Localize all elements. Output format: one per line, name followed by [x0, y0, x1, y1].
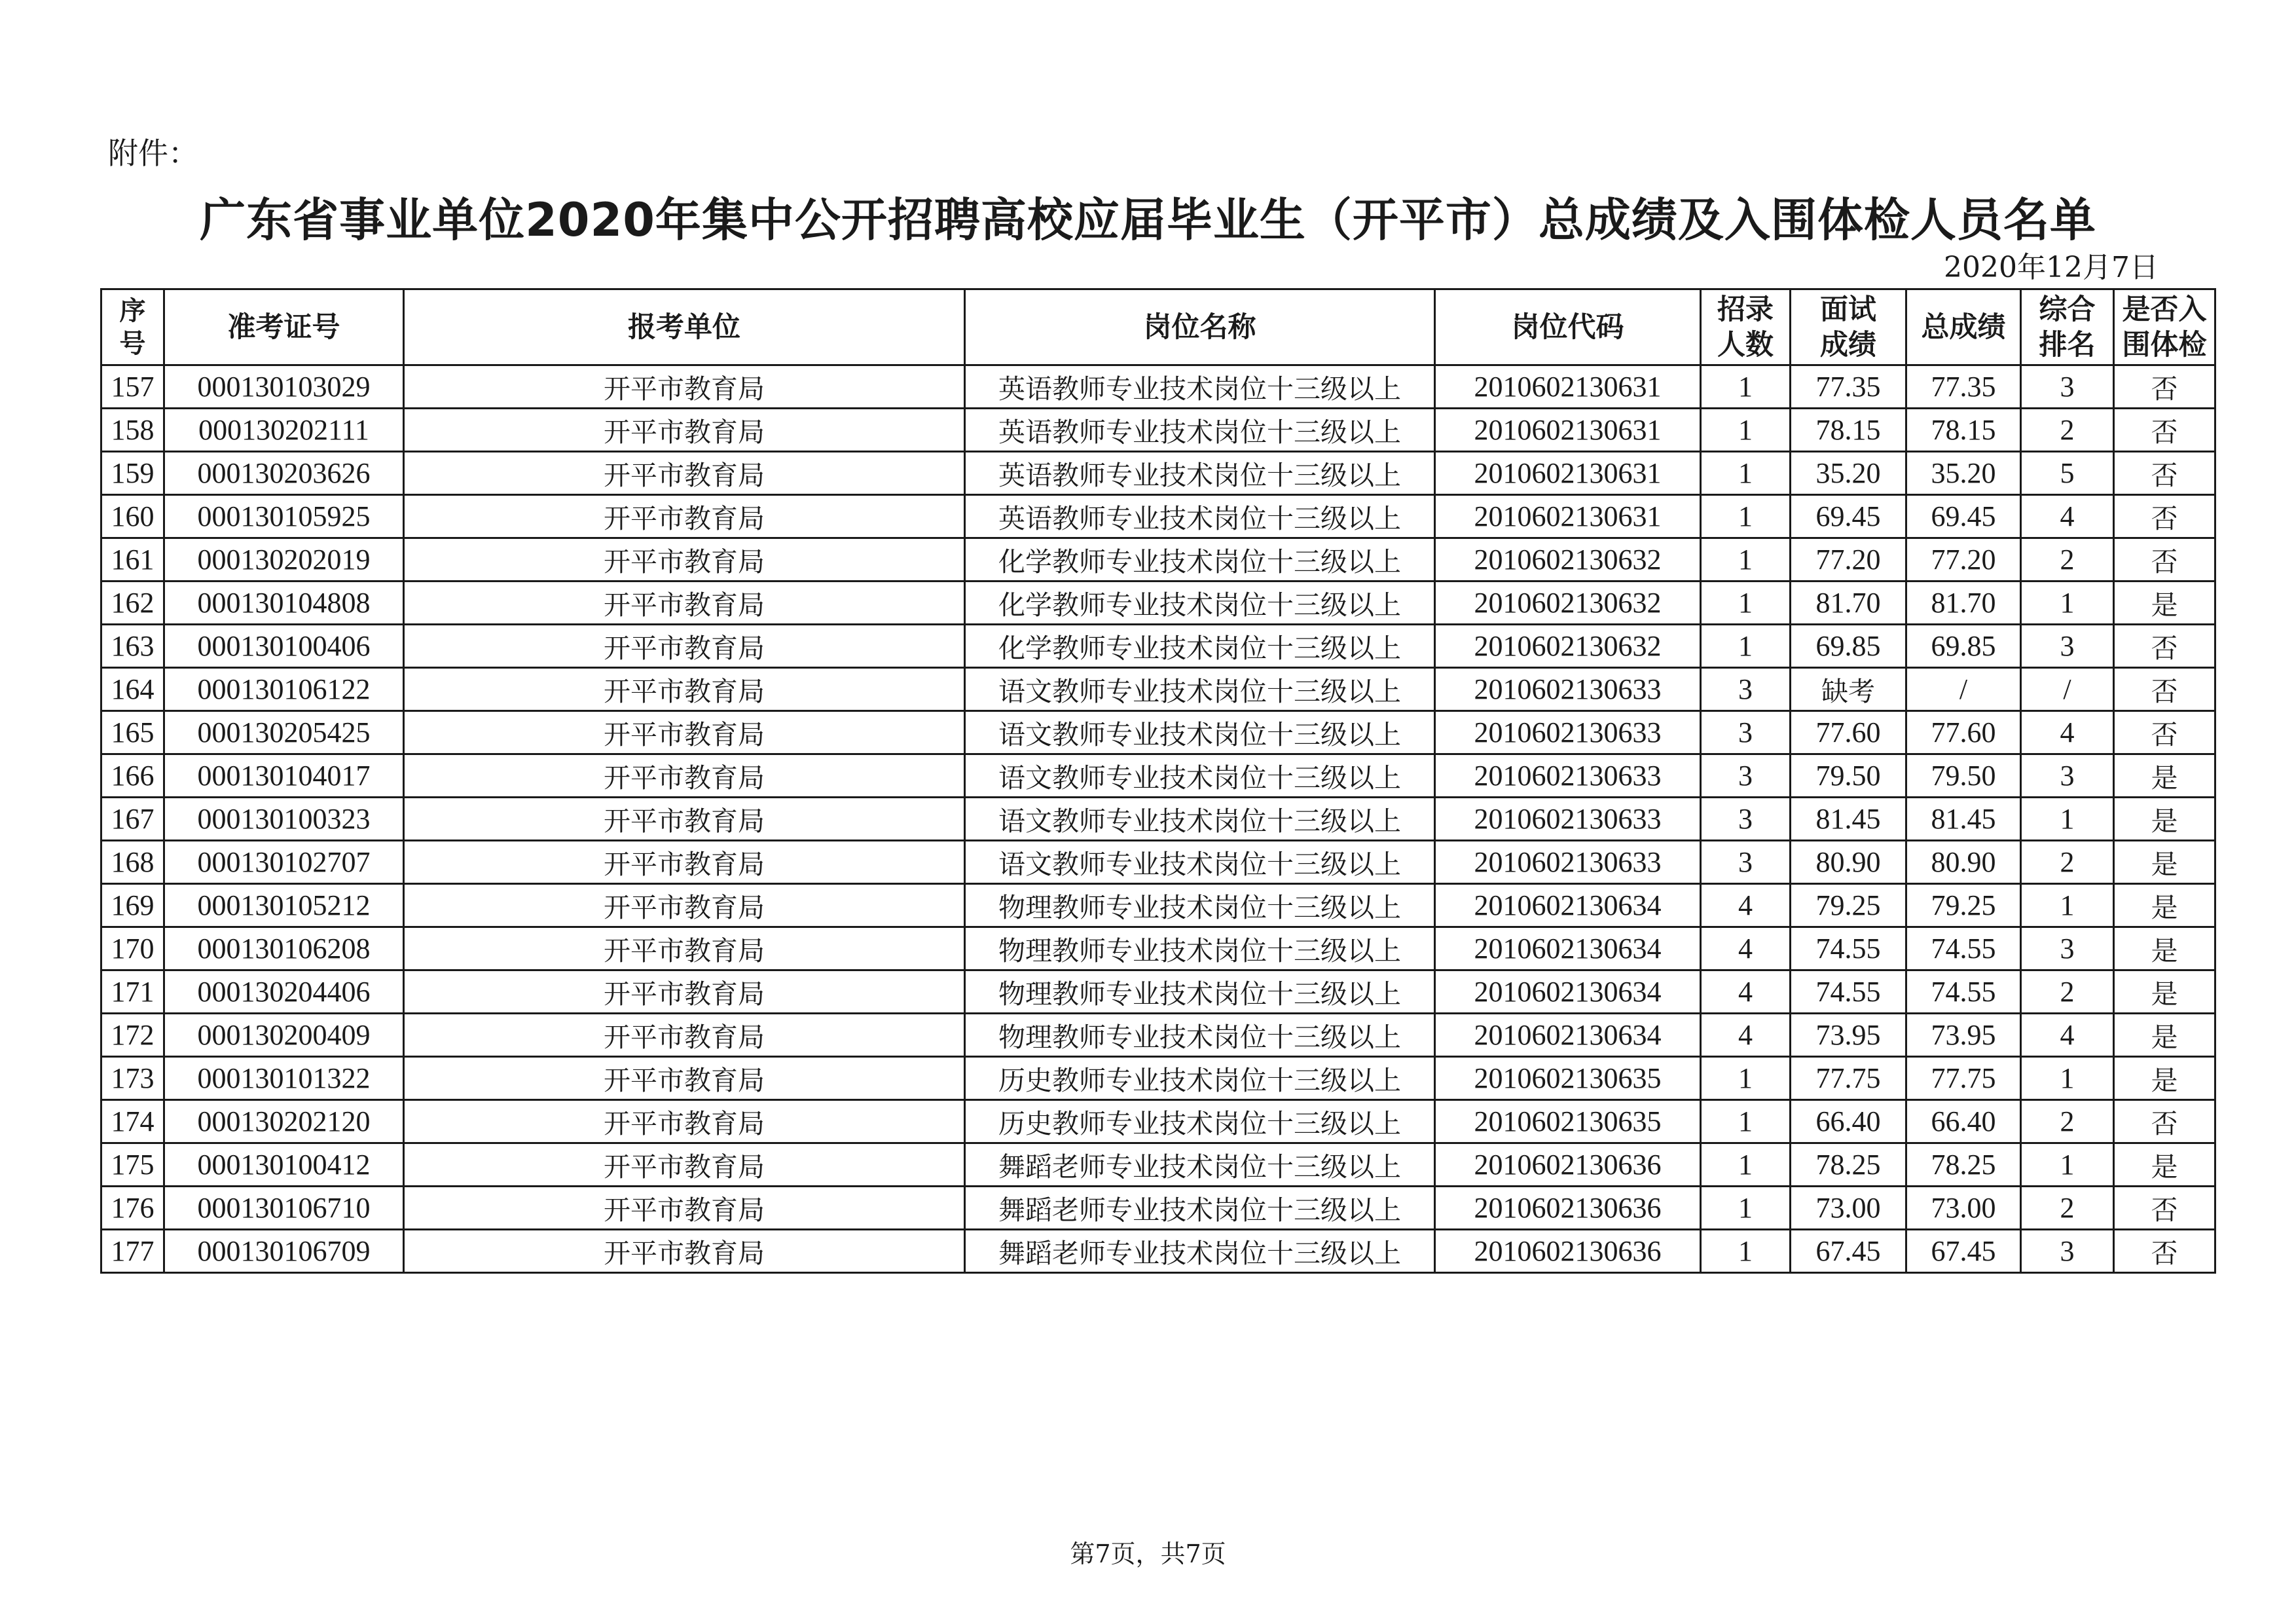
cell-interview-score: 缺考 — [1791, 668, 1906, 711]
header-position-name: 岗位名称 — [965, 289, 1435, 365]
table-row — [101, 1143, 2215, 1187]
cell-quota: 1 — [1701, 452, 1791, 495]
cell-quota: 3 — [1701, 668, 1791, 711]
cell-position-name: 物理教师专业技术岗位十三级以上 — [965, 884, 1435, 927]
cell-interview-score: 77.20 — [1791, 538, 1906, 581]
cell-position-code: 2010602130633 — [1435, 841, 1701, 884]
cell-physical-exam: 否 — [2114, 668, 2215, 711]
cell-quota: 4 — [1701, 927, 1791, 970]
cell-exam-number: 000130100412 — [164, 1143, 404, 1187]
cell-interview-score: 77.75 — [1791, 1057, 1906, 1100]
cell-interview-score: 74.55 — [1791, 970, 1906, 1014]
cell-index: 173 — [101, 1057, 164, 1100]
cell-position-name: 物理教师专业技术岗位十三级以上 — [965, 970, 1435, 1014]
cell-physical-exam: 否 — [2114, 495, 2215, 538]
cell-index: 161 — [101, 538, 164, 581]
cell-unit: 开平市教育局 — [404, 841, 965, 884]
cell-unit: 开平市教育局 — [404, 1100, 965, 1143]
cell-exam-number: 000130202019 — [164, 538, 404, 581]
cell-rank: 2 — [2021, 970, 2114, 1014]
cell-physical-exam: 是 — [2114, 1057, 2215, 1100]
cell-interview-score: 66.40 — [1791, 1100, 1906, 1143]
cell-interview-score: 67.45 — [1791, 1230, 1906, 1273]
cell-exam-number: 000130106122 — [164, 668, 404, 711]
cell-total-score: 77.75 — [1906, 1057, 2021, 1100]
table-row — [101, 711, 2215, 754]
cell-quota: 1 — [1701, 1143, 1791, 1187]
cell-rank: 2 — [2021, 1187, 2114, 1230]
table-row — [101, 970, 2215, 1014]
cell-total-score: 67.45 — [1906, 1230, 2021, 1273]
table-row — [101, 1100, 2215, 1143]
cell-rank: 3 — [2021, 365, 2114, 409]
cell-position-code: 2010602130631 — [1435, 365, 1701, 409]
table-row — [101, 841, 2215, 884]
cell-exam-number: 000130204406 — [164, 970, 404, 1014]
cell-position-name: 化学教师专业技术岗位十三级以上 — [965, 625, 1435, 668]
cell-physical-exam: 否 — [2114, 452, 2215, 495]
cell-quota: 4 — [1701, 1014, 1791, 1057]
cell-exam-number: 000130104808 — [164, 581, 404, 625]
cell-unit: 开平市教育局 — [404, 884, 965, 927]
cell-position-name: 语文教师专业技术岗位十三级以上 — [965, 711, 1435, 754]
cell-index: 165 — [101, 711, 164, 754]
cell-position-name: 语文教师专业技术岗位十三级以上 — [965, 798, 1435, 841]
cell-position-name: 英语教师专业技术岗位十三级以上 — [965, 452, 1435, 495]
cell-total-score: 79.50 — [1906, 754, 2021, 798]
cell-index: 175 — [101, 1143, 164, 1187]
cell-total-score: 69.45 — [1906, 495, 2021, 538]
cell-position-code: 2010602130635 — [1435, 1100, 1701, 1143]
cell-exam-number: 000130105925 — [164, 495, 404, 538]
cell-rank: 1 — [2021, 1057, 2114, 1100]
cell-index: 157 — [101, 365, 164, 409]
cell-position-code: 2010602130634 — [1435, 884, 1701, 927]
cell-physical-exam: 是 — [2114, 970, 2215, 1014]
table-row — [101, 365, 2215, 409]
cell-physical-exam: 否 — [2114, 409, 2215, 452]
cell-position-code: 2010602130636 — [1435, 1143, 1701, 1187]
cell-physical-exam: 是 — [2114, 754, 2215, 798]
cell-total-score: 73.00 — [1906, 1187, 2021, 1230]
cell-interview-score: 80.90 — [1791, 841, 1906, 884]
cell-quota: 1 — [1701, 409, 1791, 452]
cell-position-name: 舞蹈老师专业技术岗位十三级以上 — [965, 1230, 1435, 1273]
header-physical-exam — [2114, 289, 2215, 365]
cell-exam-number: 000130202120 — [164, 1100, 404, 1143]
cell-quota: 4 — [1701, 970, 1791, 1014]
cell-position-code: 2010602130636 — [1435, 1187, 1701, 1230]
cell-unit: 开平市教育局 — [404, 927, 965, 970]
cell-rank: 2 — [2021, 538, 2114, 581]
cell-exam-number: 000130104017 — [164, 754, 404, 798]
cell-index: 171 — [101, 970, 164, 1014]
cell-rank: 2 — [2021, 841, 2114, 884]
cell-exam-number: 000130203626 — [164, 452, 404, 495]
cell-index: 164 — [101, 668, 164, 711]
cell-position-code: 2010602130631 — [1435, 409, 1701, 452]
cell-rank: 4 — [2021, 495, 2114, 538]
cell-interview-score: 77.60 — [1791, 711, 1906, 754]
cell-quota: 1 — [1701, 538, 1791, 581]
cell-unit: 开平市教育局 — [404, 1230, 965, 1273]
cell-physical-exam: 是 — [2114, 884, 2215, 927]
cell-index: 169 — [101, 884, 164, 927]
table-row — [101, 754, 2215, 798]
cell-quota: 1 — [1701, 1187, 1791, 1230]
cell-unit: 开平市教育局 — [404, 1014, 965, 1057]
cell-physical-exam: 否 — [2114, 365, 2215, 409]
cell-interview-score: 74.55 — [1791, 927, 1906, 970]
page-title: 广东省事业单位2020年集中公开招聘高校应届毕业生（开平市）总成绩及入围体检人员名单 — [200, 193, 2096, 247]
cell-total-score: 77.60 — [1906, 711, 2021, 754]
cell-physical-exam: 否 — [2114, 538, 2215, 581]
cell-total-score: 35.20 — [1906, 452, 2021, 495]
cell-total-score: 81.45 — [1906, 798, 2021, 841]
cell-position-code: 2010602130633 — [1435, 711, 1701, 754]
cell-rank: 1 — [2021, 581, 2114, 625]
cell-index: 174 — [101, 1100, 164, 1143]
cell-unit: 开平市教育局 — [404, 754, 965, 798]
header-interview-score — [1791, 289, 1906, 365]
cell-physical-exam: 是 — [2114, 798, 2215, 841]
cell-position-name: 语文教师专业技术岗位十三级以上 — [965, 668, 1435, 711]
cell-unit: 开平市教育局 — [404, 625, 965, 668]
cell-position-name: 化学教师专业技术岗位十三级以上 — [965, 538, 1435, 581]
cell-exam-number: 000130202111 — [164, 409, 404, 452]
cell-physical-exam: 是 — [2114, 1143, 2215, 1187]
document-date: 2020年12月7日 — [1944, 251, 2159, 284]
cell-position-name: 舞蹈老师专业技术岗位十三级以上 — [965, 1187, 1435, 1230]
header-rank-label: 综合排名 — [2039, 293, 2096, 361]
table-row — [101, 495, 2215, 538]
cell-exam-number: 000130100323 — [164, 798, 404, 841]
cell-rank: 4 — [2021, 1014, 2114, 1057]
header-index-label: 序号 — [119, 295, 146, 359]
header-position-code: 岗位代码 — [1435, 289, 1701, 365]
cell-interview-score: 73.00 — [1791, 1187, 1906, 1230]
header-unit: 报考单位 — [404, 289, 965, 365]
header-interview-score-label: 面试成绩 — [1819, 293, 1876, 361]
cell-unit: 开平市教育局 — [404, 452, 965, 495]
table-row — [101, 538, 2215, 581]
cell-position-code: 2010602130631 — [1435, 495, 1701, 538]
cell-rank: 1 — [2021, 798, 2114, 841]
cell-rank: 5 — [2021, 452, 2114, 495]
cell-position-code: 2010602130632 — [1435, 538, 1701, 581]
cell-interview-score: 81.70 — [1791, 581, 1906, 625]
cell-unit: 开平市教育局 — [404, 711, 965, 754]
cell-position-name: 物理教师专业技术岗位十三级以上 — [965, 927, 1435, 970]
cell-position-code: 2010602130634 — [1435, 927, 1701, 970]
cell-position-code: 2010602130635 — [1435, 1057, 1701, 1100]
cell-total-score: 69.85 — [1906, 625, 2021, 668]
cell-exam-number: 000130105212 — [164, 884, 404, 927]
table-row — [101, 409, 2215, 452]
cell-rank: 4 — [2021, 711, 2114, 754]
cell-unit: 开平市教育局 — [404, 970, 965, 1014]
cell-total-score: 66.40 — [1906, 1100, 2021, 1143]
cell-rank: / — [2021, 668, 2114, 711]
cell-total-score: 80.90 — [1906, 841, 2021, 884]
cell-rank: 3 — [2021, 927, 2114, 970]
cell-position-name: 舞蹈老师专业技术岗位十三级以上 — [965, 1143, 1435, 1187]
results-table — [100, 288, 2216, 1274]
cell-position-name: 英语教师专业技术岗位十三级以上 — [965, 495, 1435, 538]
cell-index: 162 — [101, 581, 164, 625]
cell-quota: 1 — [1701, 365, 1791, 409]
cell-rank: 3 — [2021, 625, 2114, 668]
cell-total-score: 74.55 — [1906, 927, 2021, 970]
cell-exam-number: 000130102707 — [164, 841, 404, 884]
table-body — [101, 365, 2215, 1273]
header-physical-exam-label: 是否入围体检 — [2122, 293, 2207, 361]
cell-quota: 1 — [1701, 1057, 1791, 1100]
cell-interview-score: 79.25 — [1791, 884, 1906, 927]
cell-index: 172 — [101, 1014, 164, 1057]
cell-physical-exam: 是 — [2114, 1014, 2215, 1057]
cell-rank: 1 — [2021, 1143, 2114, 1187]
cell-unit: 开平市教育局 — [404, 409, 965, 452]
cell-interview-score: 73.95 — [1791, 1014, 1906, 1057]
header-exam-number: 准考证号 — [164, 289, 404, 365]
cell-quota: 1 — [1701, 1230, 1791, 1273]
table-row — [101, 1057, 2215, 1100]
cell-position-name: 语文教师专业技术岗位十三级以上 — [965, 754, 1435, 798]
cell-rank: 3 — [2021, 1230, 2114, 1273]
table-row — [101, 1187, 2215, 1230]
cell-unit: 开平市教育局 — [404, 1057, 965, 1100]
cell-physical-exam: 是 — [2114, 581, 2215, 625]
table-header-row — [101, 289, 2215, 365]
cell-position-code: 2010602130636 — [1435, 1230, 1701, 1273]
table-row — [101, 1230, 2215, 1273]
cell-unit: 开平市教育局 — [404, 365, 965, 409]
cell-unit: 开平市教育局 — [404, 495, 965, 538]
table-row — [101, 884, 2215, 927]
cell-rank: 2 — [2021, 1100, 2114, 1143]
cell-position-name: 英语教师专业技术岗位十三级以上 — [965, 365, 1435, 409]
cell-quota: 1 — [1701, 581, 1791, 625]
cell-physical-exam: 否 — [2114, 1187, 2215, 1230]
cell-position-code: 2010602130632 — [1435, 581, 1701, 625]
cell-position-code: 2010602130633 — [1435, 668, 1701, 711]
table-row — [101, 452, 2215, 495]
cell-rank: 3 — [2021, 754, 2114, 798]
cell-physical-exam: 否 — [2114, 711, 2215, 754]
cell-physical-exam: 否 — [2114, 1230, 2215, 1273]
cell-exam-number: 000130106710 — [164, 1187, 404, 1230]
cell-position-code: 2010602130633 — [1435, 798, 1701, 841]
table-row — [101, 1014, 2215, 1057]
cell-exam-number: 000130200409 — [164, 1014, 404, 1057]
cell-index: 167 — [101, 798, 164, 841]
cell-index: 176 — [101, 1187, 164, 1230]
table-row — [101, 581, 2215, 625]
cell-position-name: 历史教师专业技术岗位十三级以上 — [965, 1057, 1435, 1100]
cell-physical-exam: 是 — [2114, 841, 2215, 884]
cell-quota: 3 — [1701, 711, 1791, 754]
cell-position-name: 历史教师专业技术岗位十三级以上 — [965, 1100, 1435, 1143]
cell-unit: 开平市教育局 — [404, 798, 965, 841]
cell-total-score: 73.95 — [1906, 1014, 2021, 1057]
cell-total-score: 77.20 — [1906, 538, 2021, 581]
cell-interview-score: 81.45 — [1791, 798, 1906, 841]
cell-quota: 1 — [1701, 625, 1791, 668]
cell-position-code: 2010602130632 — [1435, 625, 1701, 668]
cell-rank: 1 — [2021, 884, 2114, 927]
cell-quota: 1 — [1701, 495, 1791, 538]
header-rank — [2021, 289, 2114, 365]
cell-total-score: 78.15 — [1906, 409, 2021, 452]
cell-quota: 3 — [1701, 841, 1791, 884]
table-row — [101, 927, 2215, 970]
cell-total-score: 74.55 — [1906, 970, 2021, 1014]
cell-quota: 3 — [1701, 798, 1791, 841]
cell-quota: 3 — [1701, 754, 1791, 798]
cell-physical-exam: 是 — [2114, 927, 2215, 970]
cell-total-score: 81.70 — [1906, 581, 2021, 625]
cell-position-code: 2010602130631 — [1435, 452, 1701, 495]
cell-exam-number: 000130106208 — [164, 927, 404, 970]
cell-index: 177 — [101, 1230, 164, 1273]
cell-rank: 2 — [2021, 409, 2114, 452]
header-total-score: 总成绩 — [1906, 289, 2021, 365]
header-quota-label: 招录人数 — [1717, 293, 1774, 361]
table-row — [101, 798, 2215, 841]
cell-interview-score: 77.35 — [1791, 365, 1906, 409]
cell-interview-score: 35.20 — [1791, 452, 1906, 495]
attachment-label: 附件： — [108, 136, 198, 171]
cell-total-score: / — [1906, 668, 2021, 711]
cell-exam-number: 000130205425 — [164, 711, 404, 754]
cell-index: 159 — [101, 452, 164, 495]
cell-position-name: 语文教师专业技术岗位十三级以上 — [965, 841, 1435, 884]
cell-quota: 4 — [1701, 884, 1791, 927]
cell-exam-number: 000130100406 — [164, 625, 404, 668]
cell-physical-exam: 否 — [2114, 1100, 2215, 1143]
cell-total-score: 77.35 — [1906, 365, 2021, 409]
cell-position-name: 化学教师专业技术岗位十三级以上 — [965, 581, 1435, 625]
cell-interview-score: 69.45 — [1791, 495, 1906, 538]
cell-index: 158 — [101, 409, 164, 452]
header-quota — [1701, 289, 1791, 365]
cell-interview-score: 69.85 — [1791, 625, 1906, 668]
cell-index: 170 — [101, 927, 164, 970]
cell-quota: 1 — [1701, 1100, 1791, 1143]
cell-exam-number: 000130101322 — [164, 1057, 404, 1100]
cell-position-name: 英语教师专业技术岗位十三级以上 — [965, 409, 1435, 452]
cell-exam-number: 000130103029 — [164, 365, 404, 409]
cell-unit: 开平市教育局 — [404, 1187, 965, 1230]
cell-position-code: 2010602130633 — [1435, 754, 1701, 798]
cell-interview-score: 78.25 — [1791, 1143, 1906, 1187]
cell-unit: 开平市教育局 — [404, 668, 965, 711]
cell-total-score: 79.25 — [1906, 884, 2021, 927]
cell-index: 168 — [101, 841, 164, 884]
cell-unit: 开平市教育局 — [404, 581, 965, 625]
cell-index: 166 — [101, 754, 164, 798]
header-index — [101, 289, 164, 365]
cell-interview-score: 79.50 — [1791, 754, 1906, 798]
cell-unit: 开平市教育局 — [404, 538, 965, 581]
cell-position-name: 物理教师专业技术岗位十三级以上 — [965, 1014, 1435, 1057]
cell-index: 163 — [101, 625, 164, 668]
table-row — [101, 625, 2215, 668]
cell-index: 160 — [101, 495, 164, 538]
cell-interview-score: 78.15 — [1791, 409, 1906, 452]
table-row — [101, 668, 2215, 711]
cell-position-code: 2010602130634 — [1435, 1014, 1701, 1057]
cell-exam-number: 000130106709 — [164, 1230, 404, 1273]
cell-physical-exam: 否 — [2114, 625, 2215, 668]
cell-position-code: 2010602130634 — [1435, 970, 1701, 1014]
cell-total-score: 78.25 — [1906, 1143, 2021, 1187]
page-footer: 第7页，共7页 — [1070, 1540, 1226, 1568]
cell-unit: 开平市教育局 — [404, 1143, 965, 1187]
